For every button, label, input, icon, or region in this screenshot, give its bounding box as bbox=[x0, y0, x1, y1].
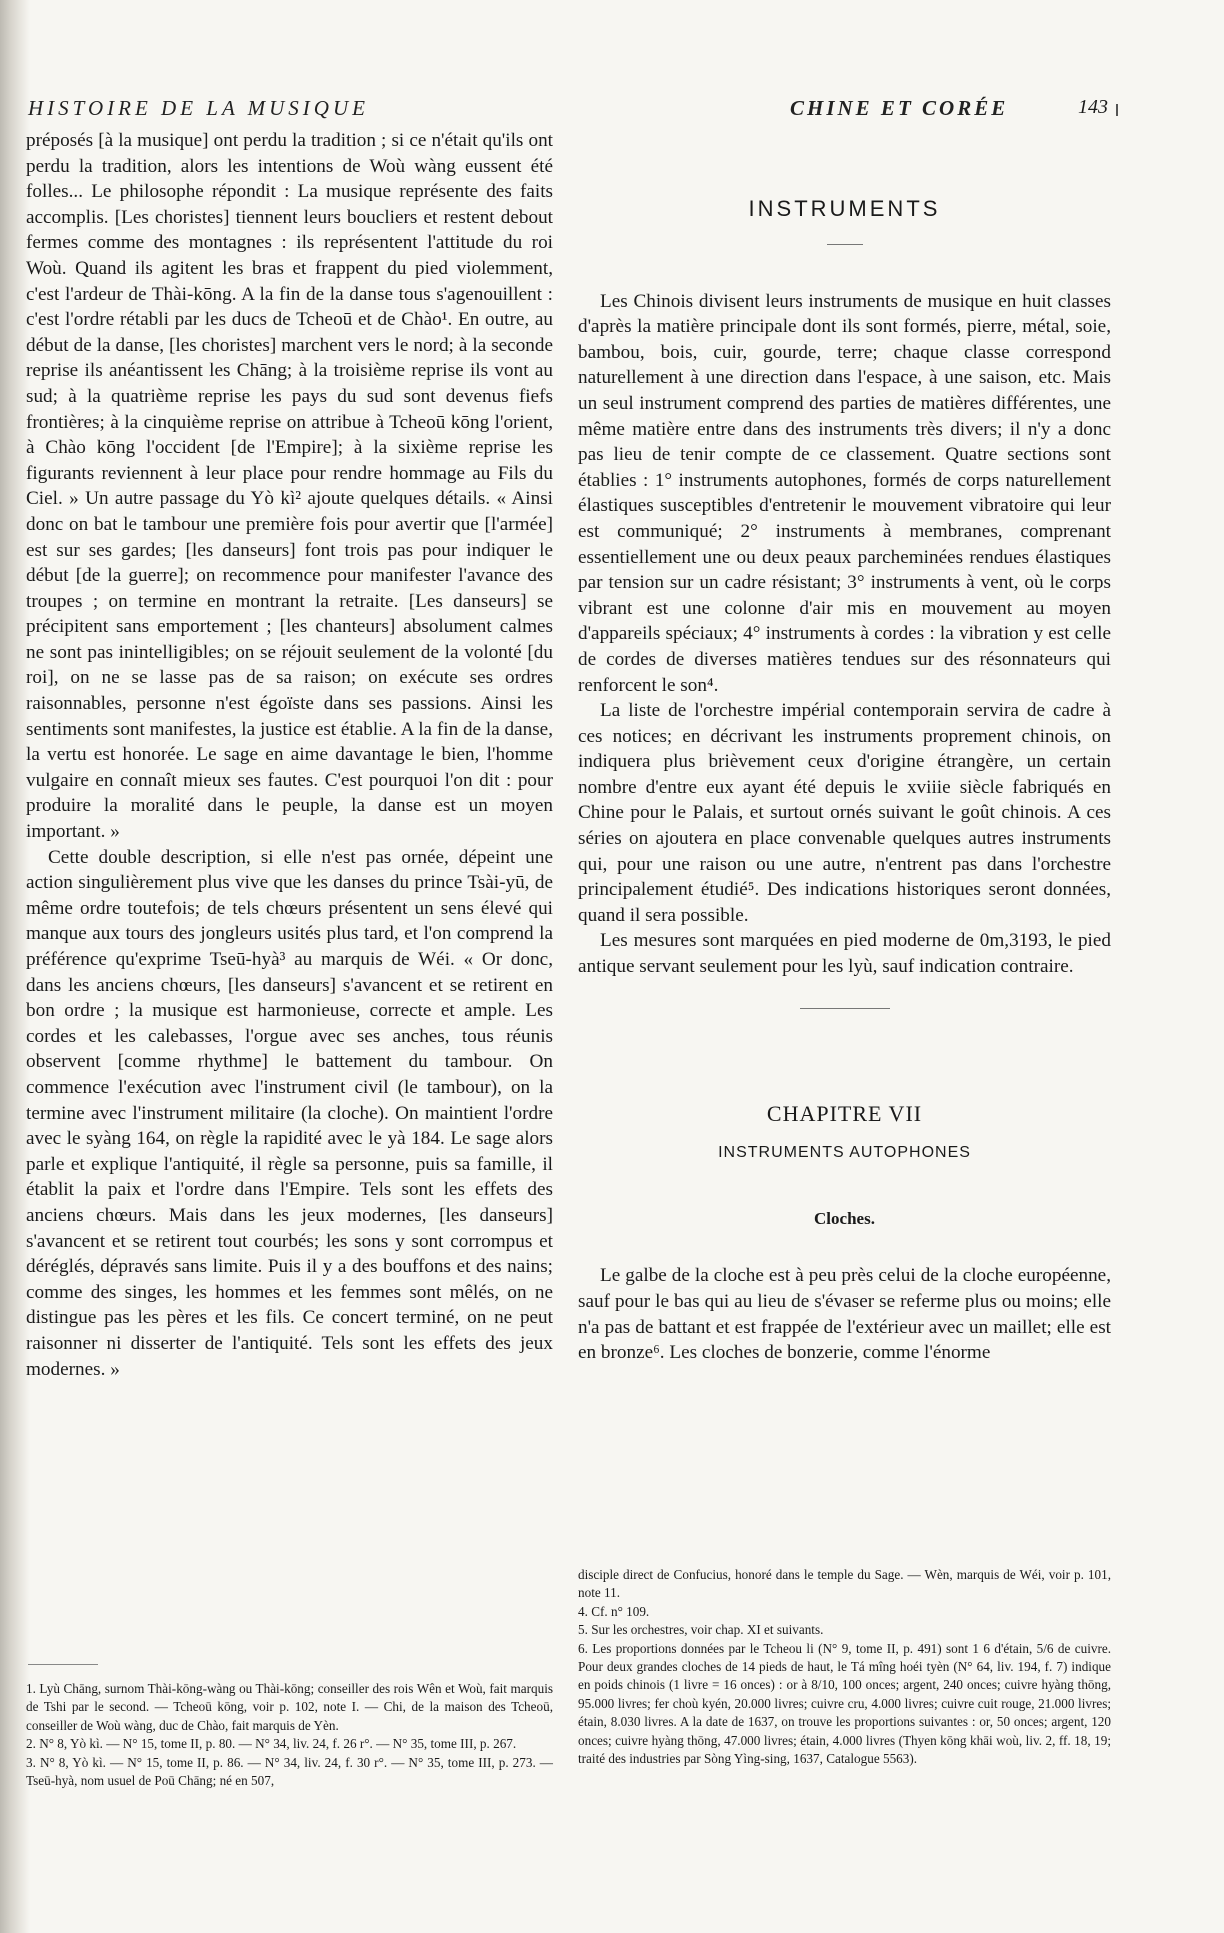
subsection-title: Cloches. bbox=[814, 1208, 875, 1228]
page-number: 143 bbox=[1078, 96, 1108, 118]
chapter-subtitle: INSTRUMENTS AUTOPHONES bbox=[718, 1144, 971, 1162]
footnotes-left bbox=[26, 1680, 553, 1790]
running-head-right: CHINE ET CORÉE bbox=[790, 96, 1009, 120]
right-paragraph: Les Chinois divisent leurs instruments de musique en huit classes d'après la matière principale dont ils sont formés, pierre, métal, soie, bambou, bois, cuir, gourde, terre; chaque classe correspond naturellement à une direction dans l'espace, à une saison, etc. Mais un seul instrument comprend des parties de matières différentes, une même matière entre dans des instruments très divers; il n'y a donc pas lieu de tenir compte de ce classement. Quatre sections sont établies : 1° instruments autophones, formés de corps naturellement élastiques susceptibles d'entretenir le mouvement vibratoire qui leur est communiqué; 2° instruments à membranes, comprenant essentiellement une ou deux peaux parcheminées rendues élastiques par tension sur un cadre résistant; 3° instruments à vent, où le corps vibrant est une colonne d'air mis en mouvement au moyen d'appareils spéciaux; 4° instruments à cordes : la vibration y est celle de cordes de diverses matières tendues sur des résonnateurs qui renforcent le son⁴. bbox=[578, 290, 1111, 696]
left-column bbox=[26, 128, 553, 1382]
section-divider bbox=[800, 1008, 890, 1009]
footnote: 6. Les proportions données par le Tcheou li (N° 9, tome II, p. 491) sont 1 6 d'étain, 5/6 de cuivre. Pour deux grandes cloches de 14 pieds de haut, le Tá mîng hoéi tyèn (N° 64, liv. 194, f. 7) indique en poids chinois (1 livre = 16 onces) : or à 8/10, 100 onces; argent, 240 onces; cuivre hyàng thōng, 95.000 livres; fer choù kyén, 20.000 livres; cuivre cru, 4.000 livres; cuivre cuit rouge, 21.000 livres; étain, 8.030 livres. A la date de 1637, on trouve les proportions suivantes : or, 50 onces; argent, 120 onces; cuivre hyàng thōng, 47.000 livres; étain, 4.000 livres (Thyen kōng khāi woù, liv. 2, ff. 18, 19; traité des industries par Sòng Yìng-sing, 1637, Catalogue 5563). bbox=[578, 1640, 1111, 1767]
right-column bbox=[578, 196, 1111, 1366]
right-paragraph: La liste de l'orchestre impérial contemporain servira de cadre à ces notices; en décrivant les instruments proprement chinois, on indiquera plus brièvement ceux d'origine étrangère, un certain nombre d'entre eux ayant été depuis le xviiie siècle fabriqués en Chine pour le Palais, et surtout ornés suivant le goût chinois. A ces séries on ajoutera en place convenable quelques autres instruments qui, pour une raison ou une autre, n'entrent pas dans l'orchestre principalement étudié⁵. Des indications historiques seront données, quand il sera possible. bbox=[578, 700, 1111, 926]
footnote-divider bbox=[28, 1664, 98, 1665]
left-paragraph: préposés [à la musique] ont perdu la tradition ; si ce n'était qu'ils ont perdu la tradition, alors les intentions de Woù wàng eussent été folles... Le philosophe répondit : La musique représente des faits accomplis. [Les choristes] tiennent leurs boucliers et restent debout fermes comme des montagnes : ils représentent l'attitude du roi Woù. Quand ils agitent les bras et frappent du pied violemment, c'est l'ardeur de Thài-kōng. A la fin de la danse tous s'agenouillent : c'est l'ordre rétabli par les ducs de Tcheoū et de Chào¹. En outre, au début de la danse, [les choristes] marchent vers le nord; à la seconde reprise ils anéantissent les Chāng; à la troisième reprise ils vont au sud; à la quatrième reprise les pays du sud sont devenus fiefs frontières; à la cinquième reprise on attribue à Tcheoū kōng l'orient, à Chào kōng l'occident [de l'Empire]; à la sixième reprise les figurants reviennent à leur place pour rendre hommage au Fils du Ciel. » Un autre passage du Yò kì² ajoute quelques détails. « Ainsi donc on bat le tambour une première fois pour avertir que [l'armée] est sur ses gardes; [les danseurs] font trois pas pour indiquer le début [de la guerre]; on recommence pour manifester l'avance des troupes ; on termine en montrant la retraite. [Les danseurs] se précipitent sans emportement ; [les chanteurs] absolument calmes ne sont pas inintelligibles; on se réjouit seulement de la volonté [du roi], on ne se lasse pas de sa raison; on exécute ses ordres raisonnables, personne n'est égoïste dans ses passions. Ainsi les sentiments sont manifestes, la justice est établie. A la fin de la danse, la vertu est honorée. Le sage en aime davantage le bien, l'homme vulgaire en connaît mieux ses fautes. C'est pourquoi l'on dit : pour produire la moralité dans le peuple, la danse est un moyen important. » bbox=[26, 130, 553, 843]
footnote: 5. Sur les orchestres, voir chap. XI et suivants. bbox=[578, 1622, 824, 1638]
footnote: 3. N° 8, Yò kì. — N° 15, tome II, p. 86. — N° 34, liv. 24, f. 30 r°. — N° 35, tome III, p. 273. — Tseū-hyà, nom usuel de Poū Chāng; né en 507, bbox=[26, 1754, 553, 1789]
left-paragraph: Cette double description, si elle n'est pas ornée, dépeint une action singulièrement plus vive que les danses du prince Tsài-yū, de même ordre toutefois; de tels chœurs présentent un sens élevé qui manque aux tours des jongleurs usités plus tard, et l'on comprend la préférence qu'exprime Tseū-hyà³ au marquis de Wéi. « Or donc, dans les anciens chœurs, [les danseurs] s'avancent et se retirent en bon ordre ; la musique est harmonieuse, correcte et ample. Les cordes et les calebasses, l'orgue avec ses anches, tous réunis observent [comme rhythme] le battement du tambour. On commence l'exécution avec l'instrument civil (le tambour), on la termine avec l'instrument militaire (la cloche). On maintient l'ordre avec le syàng 164, on règle la rapidité avec le yà 184. Le sage alors parle et explique l'antiquité, il règle sa personne, puis sa famille, il établit la paix et l'ordre dans l'Empire. Tels sont les effets des anciens chœurs. Mais dans les jeux modernes, [les danseurs] s'avancent et se retirent tout courbés; les sons y sont corrompus et déréglés, dépravés sans limite. Puis il y a des bouffons et des nains; comme des singes, les hommes et les femmes sont mêlés, on ne distingue pas les pères et les fils. Ce concert terminé, on ne peut raisonner ni disserter de l'antiquité. Tels sont les effets des jeux modernes. » bbox=[26, 846, 553, 1380]
section-heading: INSTRUMENTS bbox=[748, 196, 941, 221]
running-head-left: HISTOIRE DE LA MUSIQUE bbox=[28, 96, 369, 120]
right-paragraph: Les mesures sont marquées en pied moderne de 0m,3193, le pied antique servant seulement pour les lyù, sauf indication contraire. bbox=[578, 930, 1111, 978]
right-paragraph: Le galbe de la cloche est à peu près celui de la cloche européenne, sauf pour le bas qui au lieu de s'évaser se referme plus ou moins; elle n'a pas de battant et est frappée de l'extérieur avec un maillet; elle est en bronze⁶. Les cloches de bonzerie, comme l'énorme bbox=[578, 1265, 1111, 1364]
footnote: disciple direct de Confucius, honoré dans le temple du Sage. — Wèn, marquis de Wéi, voir p. 101, note 11. bbox=[578, 1567, 1111, 1601]
chapter-title: CHAPITRE VII bbox=[766, 1100, 923, 1126]
footnote: 4. Cf. n° 109. bbox=[578, 1603, 650, 1619]
footnote: 1. Lyù Chāng, surnom Thài-kōng-wàng ou Thài-kōng; conseiller des rois Wên et Woù, fait marquis de Tshi par le second. — Tcheoū kōng, voir p. 102, note I. — Chi, de la maison des Tcheoū, conseiller de Woù wàng, duc de Chào, fait marquis de Yèn. bbox=[26, 1681, 553, 1733]
heading-rule bbox=[827, 244, 863, 245]
margin-mark bbox=[1116, 104, 1118, 116]
footnote: 2. N° 8, Yò kì. — N° 15, tome II, p. 80. — N° 34, liv. 24, f. 26 r°. — N° 35, tome III, p. 267. bbox=[26, 1736, 517, 1752]
footnotes-right bbox=[578, 1566, 1111, 1768]
